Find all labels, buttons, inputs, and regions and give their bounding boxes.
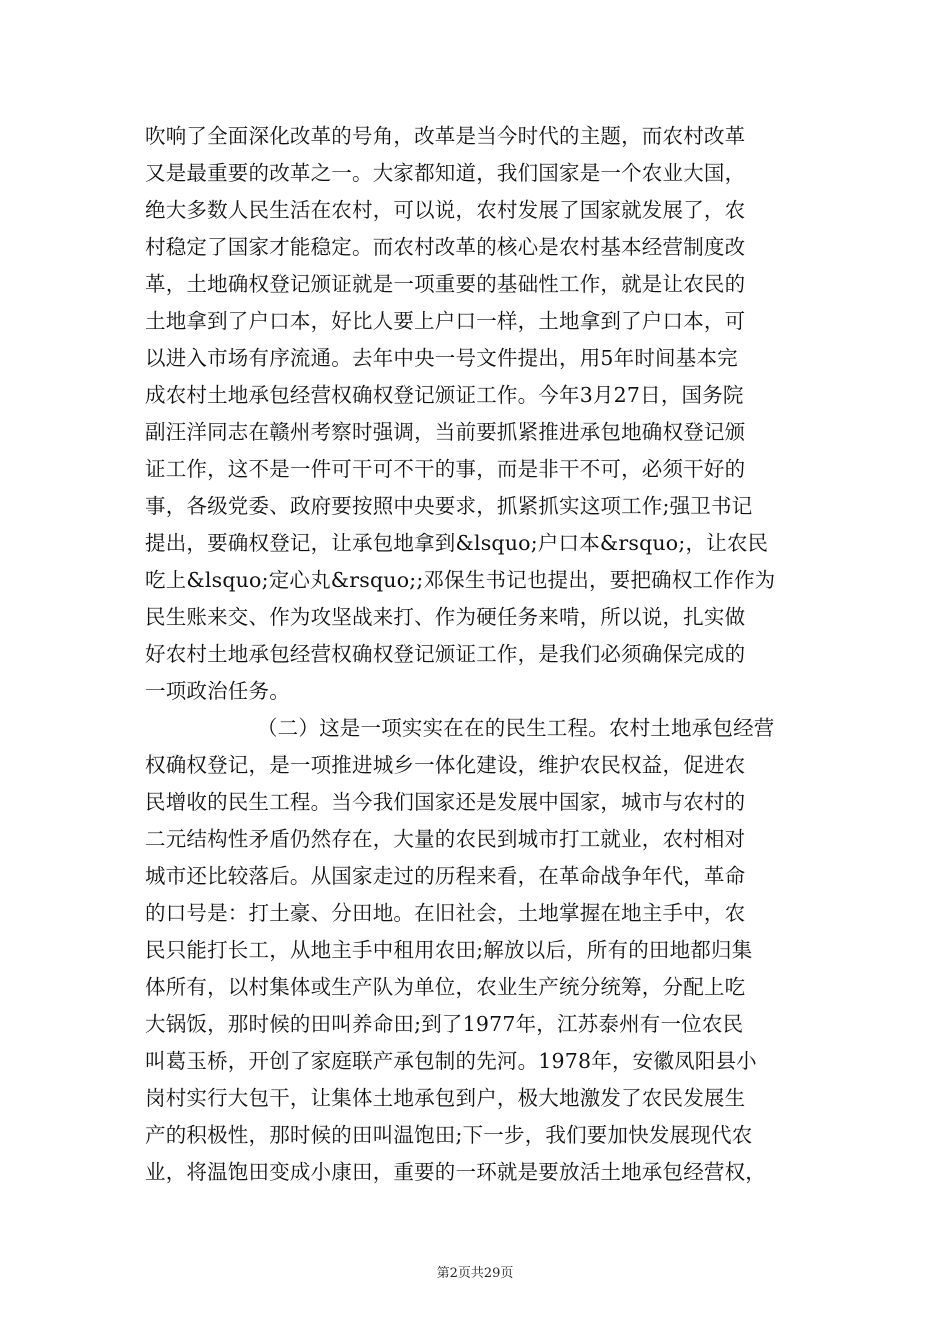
text-line: 证工作，这不是一件可干可不干的事，而是非干不可，必须干好的 (145, 457, 746, 481)
text-line: 吃上&lsquo;定心丸&rsquo;;邓保生书记也提出，要把确权工作作为 (145, 568, 776, 592)
text-line: 岗村实行大包干，让集体土地承包到户，极大地激发了农民发展生 (145, 1086, 746, 1110)
text-line: 民增收的民生工程。当今我们国家还是发展中国家，城市与农村的 (145, 790, 746, 814)
text-line: 的口号是：打土豪、分田地。在旧社会，土地掌握在地主手中，农 (145, 901, 746, 925)
text-line: 以进入市场有序流通。去年中央一号文件提出，用5年时间基本完 (145, 346, 738, 370)
text-line: 大锅饭，那时候的田叫养命田;到了1977年，江苏泰州有一位农民 (145, 1012, 744, 1036)
text-line: 二元结构性矛盾仍然存在，大量的农民到城市打工就业，农村相对 (145, 827, 746, 851)
text-line: 产的积极性，那时候的田叫温饱田;下一步，我们要加快发展现代农 (145, 1123, 753, 1147)
body-text (145, 118, 809, 1191)
text-line: 城市还比较落后。从国家走过的历程来看，在革命战争年代，革命 (145, 864, 746, 888)
text-line: 民生账来交、作为攻坚战来打、作为硬任务来啃，所以说，扎实做 (145, 605, 746, 629)
text-line: 提出，要确权登记，让承包地拿到&lsquo;户口本&rsquo;，让农民 (145, 531, 769, 555)
text-line: 一项政治任务。 (145, 679, 290, 703)
text-line: 叫葛玉桥，开创了家庭联产承包制的先河。1978年，安徽凤阳县小 (145, 1049, 757, 1073)
text-line: 又是最重要的改革之一。大家都知道，我们国家是一个农业大国， (145, 161, 746, 185)
text-line: 权确权登记，是一项推进城乡一体化建设，维护农民权益，促进农 (145, 753, 746, 777)
text-line: 体所有，以村集体或生产队为单位，农业生产统分统筹，分配上吃 (145, 975, 746, 999)
text-line: 事，各级党委、政府要按照中央要求，抓紧抓实这项工作;强卫书记 (145, 494, 753, 518)
text-line: 民只能打长工，从地主手中租用农田;解放以后，所有的田地都归集 (145, 938, 753, 962)
text-line: 业，将温饱田变成小康田，重要的一环就是要放活土地承包经营权， (145, 1160, 766, 1184)
text-line: 土地拿到了户口本，好比人要上户口一样，土地拿到了户口本，可 (145, 309, 746, 333)
text-line: 好农村土地承包经营权确权登记颁证工作，是我们必须确保完成的 (145, 642, 746, 666)
text-line: 成农村土地承包经营权确权登记颁证工作。今年3月27日，国务院 (145, 383, 744, 407)
text-line: 副汪洋同志在赣州考察时强调，当前要抓紧推进承包地确权登记颁 (145, 420, 746, 444)
section-heading-line: （二）这是一项实实在在的民生工程。农村土地承包经营 (257, 716, 775, 740)
text-line: 村稳定了国家才能稳定。而农村改革的核心是农村基本经营制度改 (145, 235, 746, 259)
text-line: 吹响了全面深化改革的号角，改革是当今时代的主题，而农村改革 (145, 124, 746, 148)
text-line: 革，土地确权登记颁证就是一项重要的基础性工作，就是让农民的 (145, 272, 746, 296)
text-line: 绝大多数人民生活在农村，可以说，农村发展了国家就发展了，农 (145, 198, 746, 222)
page-number: 第2页共29页 (436, 1266, 514, 1281)
